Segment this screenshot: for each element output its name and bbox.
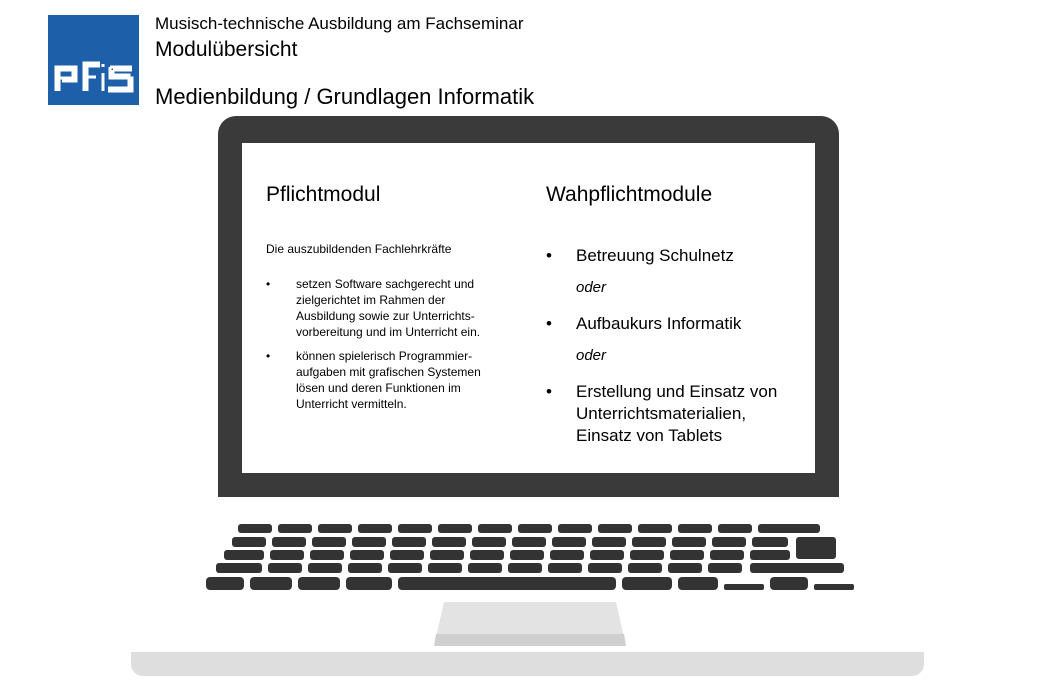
topic-heading: Medienbildung / Grundlagen Informatik — [155, 84, 535, 109]
list-item — [546, 245, 806, 267]
separator-oder: oder — [576, 347, 607, 364]
header-subtitle: Musisch-technische Ausbildung am Fachseminar — [155, 14, 524, 33]
list-item — [546, 313, 806, 335]
list-item — [266, 276, 506, 340]
bullet: • — [266, 349, 271, 363]
bullet: • — [546, 382, 552, 401]
list-item-text: setzen Software sachgerecht und zielgerichtet im Rahmen der Ausbildung sowie zur Unterrichts- vorbereitung und im Unterricht ein. — [296, 277, 481, 339]
laptop-screen — [242, 143, 815, 473]
pflichtmodul-list — [266, 276, 506, 420]
pflichtmodul-intro: Die auszubildenden Fachlehrkräfte — [266, 242, 452, 256]
bullet: • — [546, 246, 552, 265]
laptop-base — [131, 652, 924, 676]
page-title: Modulübersicht — [155, 38, 298, 61]
list-item-text: können spielerisch Programmier- aufgaben mit grafischen Systemen lösen und deren Funktionen im Unterricht vermitteln. — [296, 349, 481, 411]
list-item — [266, 348, 506, 412]
pflichtmodul-title: Pflichtmodul — [266, 183, 381, 206]
list-item-text: Aufbaukurs Informatik — [576, 314, 742, 333]
pfs-logo-icon — [48, 15, 139, 105]
list-item-text: Erstellung und Einsatz von Unterrichtsmaterialien, Einsatz von Tablets — [576, 382, 778, 445]
bullet: • — [266, 277, 271, 291]
separator-oder: oder — [576, 279, 607, 296]
bullet: • — [546, 314, 552, 333]
list-item — [546, 381, 806, 447]
wahlpflicht-title: Wahpflichtmodule — [546, 183, 713, 206]
wahlpflicht-list — [546, 245, 806, 447]
list-item-text: Betreuung Schulnetz — [576, 246, 734, 265]
keyboard-icon — [200, 520, 860, 596]
